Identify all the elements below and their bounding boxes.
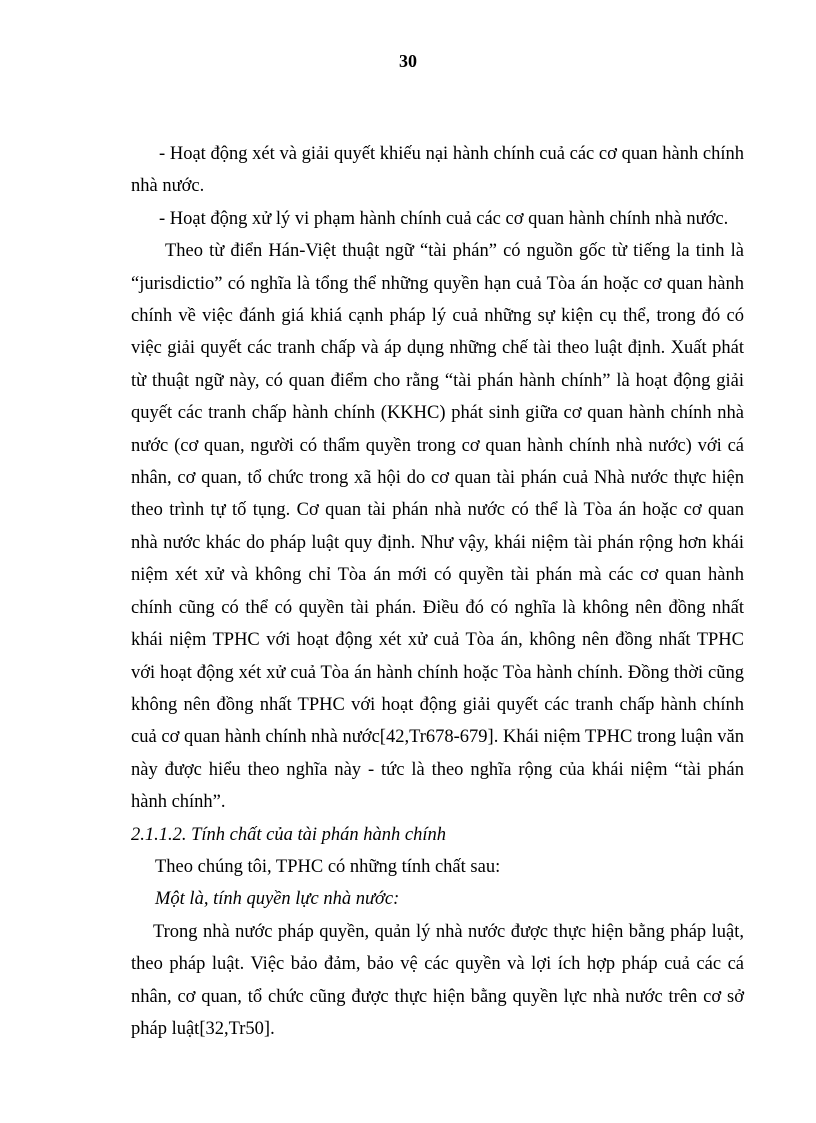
paragraph-complaint-resolution: - Hoạt động xét và giải quyết khiếu nại hành chính cuả các cơ quan hành chính nhà nước.: [131, 144, 744, 197]
point-one-heading: Một là, tính quyền lực nhà nước:: [155, 889, 400, 910]
page-number: 30: [399, 51, 417, 71]
section-intro: Theo chúng tôi, TPHC có những tính chất sau:: [155, 856, 501, 877]
paragraph-state-power: Trong nhà nước pháp quyền, quản lý nhà nước được thực hiện bằng pháp luật, theo pháp luật. Việc bảo đảm, bảo vệ các quyền và lợi ích hợp pháp cuả các cá nhân, cơ quan, tổ chức cũng được thực hiện bằng quyền lực nhà nước trên cơ sở pháp luật[32,Tr50].: [131, 921, 744, 1039]
section-heading: 2.1.1.2. Tính chất của tài phán hành chính: [131, 824, 446, 845]
paragraph-violation-handling: - Hoạt động xử lý vi phạm hành chính cuả các cơ quan hành chính nhà nước.: [159, 208, 729, 229]
document-body: [131, 138, 744, 1045]
paragraph-jurisdiction-definition: Theo từ điển Hán-Việt thuật ngữ “tài phán” có nguồn gốc từ tiếng la tinh là “jurisdictio” có nghĩa là tổng thể những quyền hạn cuả Tòa án hoặc cơ quan hành chính về việc đánh giá khiá cạnh pháp lý cuả những sự kiện cụ thể, trong đó có việc giải quyết các tranh chấp và áp dụng những chế tài theo luật định. Xuất phát từ thuật ngữ này, có quan điểm cho rằng “tài phán hành chính” là hoạt động giải quyết các tranh chấp hành chính (KKHC) phát sinh giữa cơ quan hành chính nhà nước (cơ quan, người có thẩm quyền trong cơ quan hành chính nhà nước) với cá nhân, cơ quan, tổ chức trong xã hội do cơ quan tài phán cuả Nhà nước thực hiện theo trình tự tố tụng. Cơ quan tài phán nhà nước có thể là Tòa án hoặc cơ quan nhà nước khác do pháp luật quy định. Như vậy, khái niệm tài phán rộng hơn khái niệm xét xử và không chỉ Tòa án mới có quyền tài phán mà các cơ quan hành chính cũng có thể có quyền tài phán. Điều đó có nghĩa là không nên đồng nhất khái niệm TPHC với hoạt động xét xử cuả Tòa án, không nên đồng nhất TPHC với hoạt động xét xử cuả Tòa án hành chính hoặc Tòa hành chính. Đồng thời cũng không nên đồng nhất TPHC với hoạt động giải quyết các tranh chấp hành chính cuả cơ quan hành chính nhà nước[42,Tr678-679]. Khái niệm TPHC trong luận văn này được hiểu theo nghĩa này - tức là theo nghĩa rộng của khái niệm “tài phán hành chính”.: [131, 241, 744, 813]
